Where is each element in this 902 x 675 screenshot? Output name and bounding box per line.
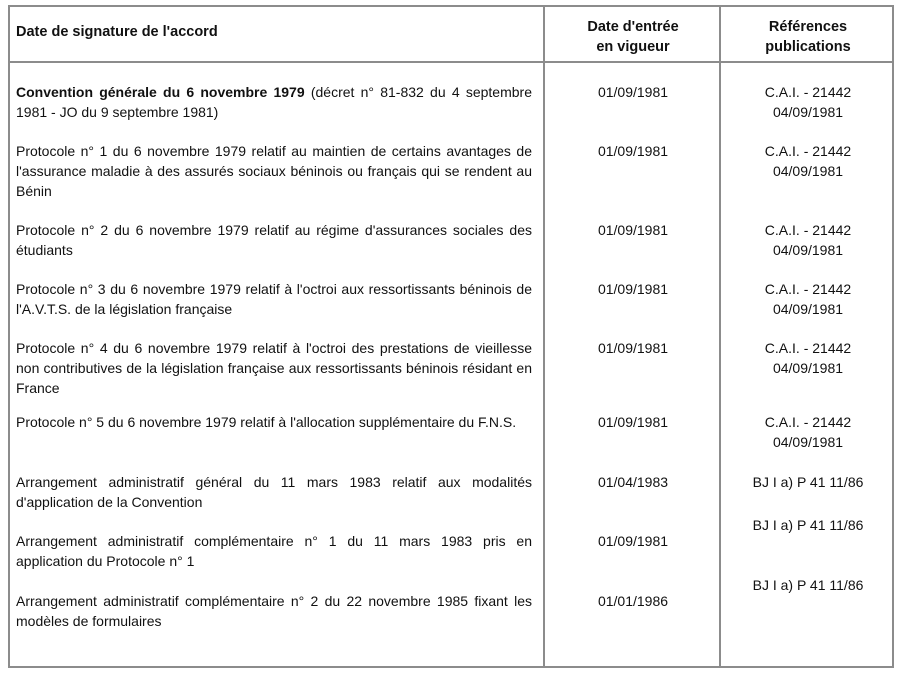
header-divider [10,61,892,63]
reference: C.A.I. - 21442 04/09/1981 [764,340,852,376]
agreement-text: Protocole n° 5 du 6 novembre 1979 relatif à l'allocation supplémentaire du F.N.S. [16,414,517,430]
entry-date: 01/09/1981 [597,222,669,238]
reference: C.A.I. - 21442 04/09/1981 [764,414,852,450]
entry-date: 01/04/1983 [597,474,669,490]
agreement-text: Arrangement administratif complémentaire n° 2 du 22 novembre 1985 fixant les modèles de formulaires [16,593,532,629]
reference: C.A.I. - 21442 04/09/1981 [764,222,852,258]
agreement-text: Convention générale du 6 novembre 1979 (décret n° 81-832 du 4 septembre 1981 - JO du 9 septembre 1981) [16,84,532,120]
reference: C.A.I. - 21442 04/09/1981 [764,84,852,120]
entry-date: 01/09/1981 [597,84,669,100]
header-signature-date: Date de signature de l'accord [16,24,218,40]
entry-date: 01/09/1981 [597,143,669,159]
reference: C.A.I. - 21442 04/09/1981 [764,281,852,317]
agreement-text: Arrangement administratif complémentaire n° 1 du 11 mars 1983 pris en application du Protocole n° 1 [16,533,532,569]
header-entry-date: Date d'entrée en vigueur [587,19,679,55]
column-divider [719,7,721,666]
agreement-text: Protocole n° 1 du 6 novembre 1979 relatif au maintien de certains avantages de l'assurance maladie à des assurés sociaux béninois ou français qui se rendent au Bénin [16,143,532,199]
agreement-text: Protocole n° 4 du 6 novembre 1979 relatif à l'octroi des prestations de vieillesse non contributives de la législation française aux ressortissants béninois résidant en France [16,340,532,396]
header-references: Références publications [765,19,851,55]
agreements-table: Date de signature de l'accord Date d'entrée en vigueur Références publications Convention générale du 6 novembre 1979 (décret n° 81-832 du 4 septembre 1981 - JO du 9 septembre 1981) 01/09/1981 C.A.I. - 21442 04/09/1981 Protocole n° 1 du 6 novembre 1979 relatif au maintien de certains avantages de l'assurance maladie à des assurés sociaux béninois ou français qui se rendent au Bénin 01/09/1981 C.A.I. - 21442 04/09/1981 Protocole n° 2 du 6 novembre 1979 relatif au régime d'assurances sociales des étudiants 01/09/1981 C.A.I. - 21442 04/09/1981 Protocole n° 3 du 6 novembre 1979 relatif à l'octroi aux ressortissants béninois de l'A.V.T.S. de la législation française 01/09/1981 C.A.I. - 21442 04/09/1981 Protocole n° 4 du 6 novembre 1979 relatif à l'octroi des prestations de vieillesse non contributives de la législation française aux ressortissants béninois résidant en France 01/09/1981 C.A.I. - 21442 04/09/1981 Protocole n° 5 du 6 novembre 1979 relatif à l'allocation supplémentaire du F.N.S. 01/09/1981 C.A.I. - 21442 04/09/1981 Arrangement administratif général du 11 mars 1983 relatif aux modalités d'application de la Convention 01/04/1983 BJ I a) P 41 11/86 Arrangement administratif complémentaire n° 1 du 11 mars 1983 pris en application du Protocole n° 1 01/09/1981 BJ I a) P 41 11/86 Arrangement administratif complémentaire n° 2 du 22 novembre 1985 fixant les modèles de formulaires 01/01/1986 BJ I a) P 41 11/86 [8,5,894,668]
entry-date: 01/09/1981 [597,414,669,430]
entry-date: 01/09/1981 [597,340,669,356]
agreement-text: Arrangement administratif général du 11 mars 1983 relatif aux modalités d'application de la Convention [16,474,532,510]
agreement-text: Protocole n° 2 du 6 novembre 1979 relatif au régime d'assurances sociales des étudiants [16,222,532,258]
agreement-text: Protocole n° 3 du 6 novembre 1979 relatif à l'octroi aux ressortissants béninois de l'A.V.T.S. de la législation française [16,281,532,317]
reference: C.A.I. - 21442 04/09/1981 [764,143,852,179]
column-divider [543,7,545,666]
entry-date: 01/01/1986 [597,593,669,609]
entry-date: 01/09/1981 [597,281,669,297]
entry-date: 01/09/1981 [597,533,669,549]
reference: BJ I a) P 41 11/86 [752,474,864,490]
